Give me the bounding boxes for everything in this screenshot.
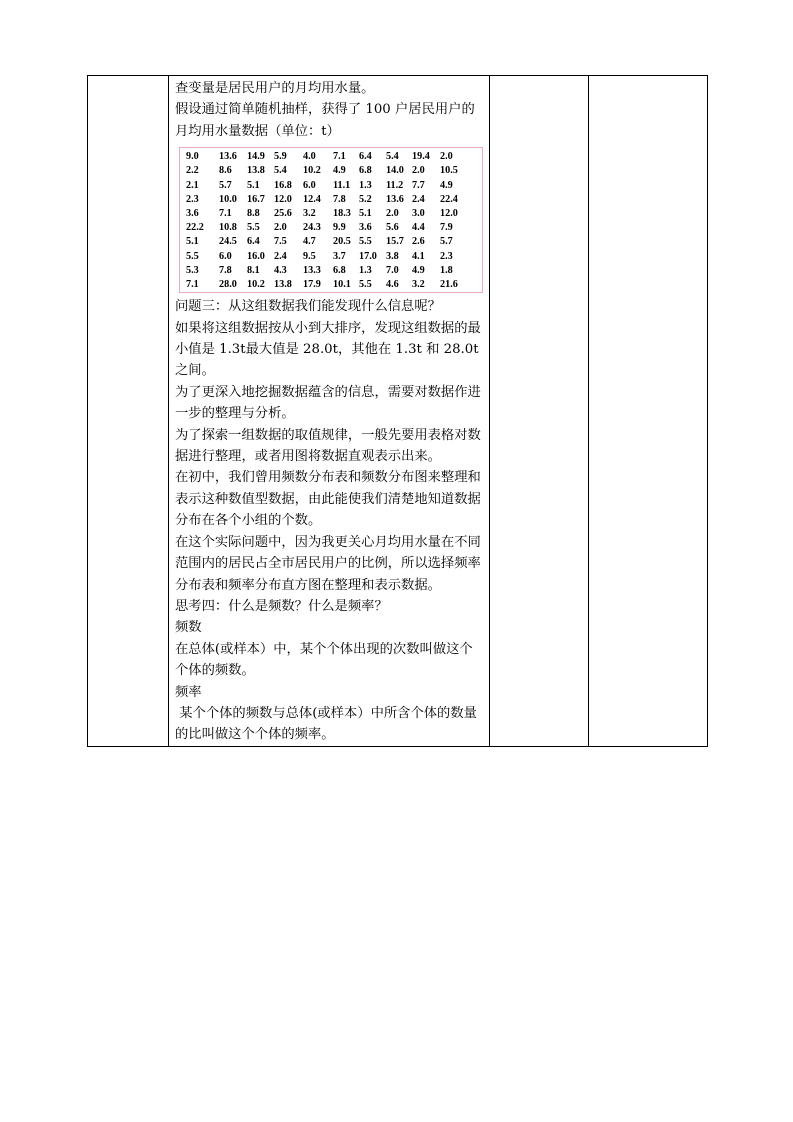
data-value-cell: 12.0: [440, 208, 458, 220]
data-value-cell: 24.3: [303, 222, 321, 234]
data-value-cell: 2.6: [412, 236, 425, 248]
data-value-cell: 7.0: [386, 264, 399, 276]
heading-relative-frequency: 频率: [175, 684, 202, 700]
data-value-cell: 3.8: [386, 250, 399, 262]
data-value-cell: 4.0: [303, 151, 316, 163]
data-value-cell: 24.5: [219, 236, 237, 248]
data-value-cell: 7.5: [274, 236, 287, 248]
data-value-cell: 6.8: [333, 264, 346, 276]
heading-frequency-count: 频数: [175, 620, 202, 636]
data-value-cell: 14.0: [386, 165, 404, 177]
content-text: [169, 76, 489, 746]
data-value-cell: 5.1: [359, 208, 372, 220]
data-value-cell: 7.7: [412, 179, 425, 191]
data-value-cell: 13.8: [247, 165, 265, 177]
data-value-cell: 4.9: [440, 179, 453, 191]
data-value-cell: 5.4: [386, 151, 399, 163]
data-value-cell: 6.4: [359, 151, 372, 163]
data-value-cell: 5.5: [359, 236, 372, 248]
data-value-cell: 4.9: [412, 264, 425, 276]
table-cell-content: [169, 76, 490, 747]
data-value-cell: 6.8: [359, 165, 372, 177]
data-value-cell: 5.5: [247, 222, 260, 234]
data-value-cell: 18.3: [333, 208, 351, 220]
data-value-cell: 5.6: [386, 222, 399, 234]
definition-frequency-count: 在总体(或样本）中，某个个体出现的次数叫做这个个体的频数。: [175, 641, 473, 679]
paragraph-explore-pattern: 为了探索一组数据的取值规律，一般先要用表格对数据进行整理，或者用图将数据直观表示出来。: [175, 427, 481, 465]
data-value-cell: 20.5: [333, 236, 351, 248]
data-value-cell: 5.9: [274, 151, 287, 163]
table-cell-left: [88, 76, 169, 747]
table-cell-student-activity: [490, 76, 589, 747]
data-value-cell: 16.0: [247, 250, 265, 262]
data-value-cell: 6.0: [303, 179, 316, 191]
paragraph-choose-frequency: 在这个实际问题中，因为我更关心月均用水量在不同范围内的居民占全市居民用户的比例，所以选择频率分布表和频率分布直方图在整理和表示数据。: [175, 534, 481, 593]
paragraph-sorted-range: 如果将这组数据按从小到大排序，发现这组数据的最小值是 1.3t最大值是 28.0t，其他在 1.3t 和 28.0t 之间。: [175, 320, 481, 379]
data-value-cell: 1.3: [359, 179, 372, 191]
water-usage-data-box: [179, 147, 483, 293]
data-value-cell: 5.1: [186, 236, 199, 248]
data-value-cell: 10.2: [247, 279, 265, 291]
data-value-cell: 2.0: [274, 222, 287, 234]
data-value-cell: 13.6: [386, 193, 404, 205]
data-value-cell: 6.4: [247, 236, 260, 248]
data-value-cell: 16.7: [247, 193, 265, 205]
data-value-cell: 5.7: [219, 179, 232, 191]
data-value-cell: 1.3: [359, 264, 372, 276]
data-value-cell: 5.7: [440, 236, 453, 248]
data-value-cell: 5.2: [359, 193, 372, 205]
data-value-cell: 11.2: [386, 179, 404, 191]
data-value-cell: 11.1: [333, 179, 351, 191]
data-value-cell: 2.0: [440, 151, 453, 163]
data-value-cell: 7.8: [219, 264, 232, 276]
data-value-cell: 3.2: [412, 279, 425, 291]
data-value-cell: 5.5: [186, 250, 199, 262]
data-value-cell: 15.7: [386, 236, 404, 248]
paragraph-question-three: 问题三：从这组数据我们能发现什么信息呢？: [175, 299, 441, 315]
data-value-cell: 2.0: [386, 208, 399, 220]
data-value-cell: 13.6: [219, 151, 237, 163]
paragraph-think-four: 思考四：什么是频数？什么是频率？: [175, 598, 388, 614]
data-value-cell: 13.8: [274, 279, 292, 291]
data-value-cell: 7.9: [440, 222, 453, 234]
data-value-cell: 4.7: [303, 236, 316, 248]
data-value-cell: 2.2: [186, 165, 199, 177]
data-value-cell: 13.3: [303, 264, 321, 276]
data-value-cell: 10.5: [440, 165, 458, 177]
data-value-cell: 8.8: [247, 208, 260, 220]
data-value-cell: 4.3: [274, 264, 287, 276]
data-value-cell: 17.9: [303, 279, 321, 291]
data-value-cell: 22.2: [186, 222, 204, 234]
data-value-cell: 5.4: [274, 165, 287, 177]
data-value-cell: 6.0: [219, 250, 232, 262]
lesson-plan-table: [87, 75, 708, 747]
data-value-cell: 8.6: [219, 165, 232, 177]
data-value-cell: 9.5: [303, 250, 316, 262]
data-value-cell: 2.4: [412, 193, 425, 205]
data-value-cell: 17.0: [359, 250, 377, 262]
data-value-cell: 5.3: [186, 264, 199, 276]
data-value-cell: 3.6: [359, 222, 372, 234]
paragraph-junior-high-review: 在初中，我们曾用频数分布表和频数分布图来整理和表示这种数值型数据，由此能使我们清楚地知道数据分布在各个小组的个数。: [175, 470, 481, 529]
data-value-cell: 2.0: [412, 165, 425, 177]
data-value-cell: 3.7: [333, 250, 346, 262]
data-value-cell: 3.2: [303, 208, 316, 220]
data-value-cell: 4.4: [412, 222, 425, 234]
data-value-cell: 2.3: [440, 250, 453, 262]
paragraph-survey-variable: 查变量是居民用户的月均用水量。: [175, 81, 375, 96]
data-value-cell: 10.1: [333, 279, 351, 291]
data-value-cell: 9.9: [333, 222, 346, 234]
data-value-cell: 2.1: [186, 179, 199, 191]
data-value-cell: 19.4: [412, 151, 430, 163]
data-value-cell: 10.0: [219, 193, 237, 205]
data-value-cell: 3.0: [412, 208, 425, 220]
data-value-cell: 10.2: [303, 165, 321, 177]
data-value-cell: 3.6: [186, 208, 199, 220]
data-value-cell: 4.6: [386, 279, 399, 291]
definition-relative-frequency: 某个个体的频数与总体(或样本）中所含个体的数量的比叫做这个个体的频率。: [175, 705, 477, 743]
paragraph-sample-description: 假设通过简单随机抽样，获得了 100 户居民用户的月均用水量数据（单位：t）: [175, 102, 475, 139]
data-value-cell: 1.8: [440, 264, 453, 276]
table-cell-notes: [589, 76, 708, 747]
data-value-cell: 12.4: [303, 193, 321, 205]
data-value-cell: 7.1: [186, 279, 199, 291]
data-value-cell: 16.8: [274, 179, 292, 191]
data-value-cell: 4.9: [333, 165, 346, 177]
data-value-cell: 5.5: [359, 279, 372, 291]
data-value-cell: 7.1: [333, 151, 346, 163]
data-value-cell: 7.8: [333, 193, 346, 205]
water-usage-data-grid: [186, 150, 482, 292]
data-value-cell: 10.8: [219, 222, 237, 234]
data-value-cell: 14.9: [247, 151, 265, 163]
data-value-cell: 5.1: [247, 179, 260, 191]
data-value-cell: 7.1: [219, 208, 232, 220]
data-value-cell: 28.0: [219, 279, 237, 291]
data-value-cell: 21.6: [440, 279, 458, 291]
data-value-cell: 4.1: [412, 250, 425, 262]
data-value-cell: 12.0: [274, 193, 292, 205]
paragraph-deeper-analysis: 为了更深入地挖掘数据蕴含的信息，需要对数据作进一步的整理与分析。: [175, 384, 481, 422]
table-row: [88, 76, 708, 747]
data-value-cell: 22.4: [440, 193, 458, 205]
data-value-cell: 25.6: [274, 208, 292, 220]
data-value-cell: 2.4: [274, 250, 287, 262]
data-value-cell: 8.1: [247, 264, 260, 276]
data-value-cell: 2.3: [186, 193, 199, 205]
data-value-cell: 9.0: [186, 151, 199, 163]
